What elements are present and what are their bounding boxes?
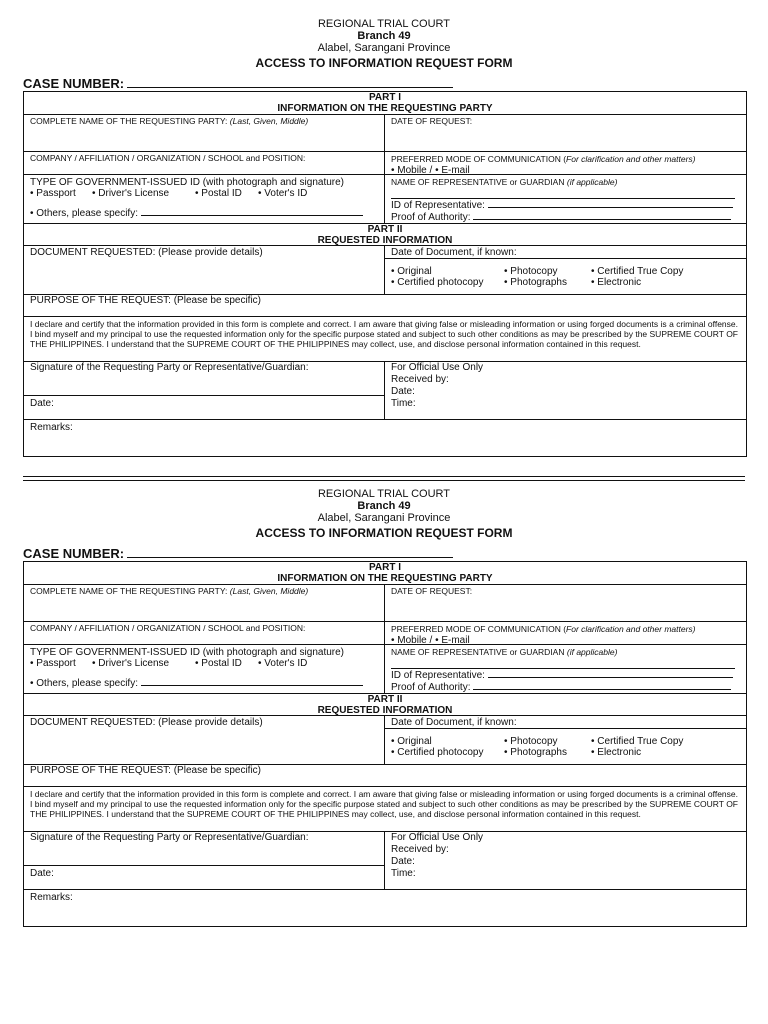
others-label: • Others, please specify: [30, 678, 138, 689]
part2-label: PART II [367, 224, 403, 235]
mode-options[interactable]: • Mobile / • E-mail [391, 635, 470, 646]
company-label: COMPANY / AFFILIATION / ORGANIZATION / SCHOOL and POSITION: [30, 153, 306, 163]
declaration-text: I declare and certify that the information provided in this form is complete and correct. I am aware that giving false or misleading information or using forged documents is a criminal offense. I bind myself and my principal to use the requested information only for the specific purpose stated and subject to such other conditions as may be prescribed by the SUPREME COURT OF THE PHILIPPINES. I understand that the SUPREME COURT OF THE PHILIPPINES may collect, use, and disclose personal information contained in this request. [30, 789, 738, 820]
court-location: Alabel, Sarangani Province [317, 42, 451, 54]
part1-title: INFORMATION ON THE REQUESTING PARTY [277, 573, 493, 584]
id-option-drivers-license[interactable]: • Driver's License [92, 658, 170, 669]
document-requested-label[interactable]: DOCUMENT REQUESTED: (Please provide details) [30, 247, 263, 258]
part1-label: PART I [368, 562, 402, 573]
communication-mode [391, 624, 696, 635]
name-field[interactable] [30, 586, 308, 597]
name-hint: (Last, Given, Middle) [229, 586, 309, 596]
cut-divider [23, 476, 745, 481]
rep-id-field[interactable] [391, 199, 733, 211]
time-label: Time: [391, 398, 416, 409]
company-field[interactable] [30, 623, 305, 634]
date-of-request-label: DATE OF REQUEST: [391, 116, 473, 126]
mode-hint: For clarification and other matters) [566, 624, 696, 634]
doc-type-certified-photocopy[interactable]: • Certified photocopy [391, 277, 484, 288]
others-field[interactable] [30, 207, 363, 219]
doc-type-electronic[interactable]: • Electronic [591, 747, 642, 758]
official-date-label: Date: [391, 856, 415, 867]
proof-of-authority-field[interactable] [391, 681, 731, 693]
doc-type-original[interactable]: • Original [391, 266, 432, 277]
case-number-field[interactable] [127, 77, 453, 88]
doc-type-certified-true-copy[interactable]: • Certified True Copy [591, 266, 684, 277]
representative-field[interactable] [391, 647, 617, 658]
representative-label: NAME OF REPRESENTATIVE or GUARDIAN [391, 647, 565, 657]
proof-label: Proof of Authority: [391, 212, 471, 223]
remarks-label[interactable]: Remarks: [30, 892, 73, 903]
representative-hint: (if applicable) [566, 647, 618, 657]
document-date-label[interactable]: Date of Document, if known: [391, 717, 517, 728]
doc-type-electronic[interactable]: • Electronic [591, 277, 642, 288]
doc-type-photographs[interactable]: • Photographs [504, 277, 567, 288]
case-number-field[interactable] [127, 547, 453, 558]
name-label: COMPLETE NAME OF THE REQUESTING PARTY: [30, 586, 228, 596]
id-option-passport[interactable]: • Passport [30, 188, 76, 199]
request-form [0, 0, 768, 470]
id-option-voters-id[interactable]: • Voter's ID [258, 658, 308, 669]
proof-of-authority-field[interactable] [391, 211, 731, 223]
form-title: ACCESS TO INFORMATION REQUEST FORM [255, 526, 513, 540]
mode-label: PREFERRED MODE OF COMMUNICATION ( [391, 154, 567, 164]
mode-hint: For clarification and other matters) [566, 154, 696, 164]
case-number-label: CASE NUMBER: [23, 76, 125, 91]
official-use-label: For Official Use Only [391, 832, 484, 843]
received-by-label: Received by: [391, 374, 449, 385]
signature-label[interactable]: Signature of the Requesting Party or Representative/Guardian: [30, 362, 309, 373]
name-field[interactable] [30, 116, 308, 127]
date-of-request-field[interactable] [391, 586, 472, 597]
doc-type-original[interactable]: • Original [391, 736, 432, 747]
id-type-label: TYPE OF GOVERNMENT-ISSUED ID (with photograph and signature) [30, 177, 344, 188]
id-option-postal-id[interactable]: • Postal ID [195, 188, 242, 199]
name-hint: (Last, Given, Middle) [229, 116, 309, 126]
others-line [141, 677, 363, 686]
mode-options[interactable]: • Mobile / • E-mail [391, 165, 470, 176]
doc-type-certified-true-copy[interactable]: • Certified True Copy [591, 736, 684, 747]
id-option-drivers-license[interactable]: • Driver's License [92, 188, 170, 199]
case-number-label: CASE NUMBER: [23, 546, 125, 561]
part1-title: INFORMATION ON THE REQUESTING PARTY [277, 103, 493, 114]
others-label: • Others, please specify: [30, 208, 138, 219]
form-table [23, 91, 747, 457]
representative-label: NAME OF REPRESENTATIVE or GUARDIAN [391, 177, 565, 187]
company-field[interactable] [30, 153, 305, 164]
doc-type-certified-photocopy[interactable]: • Certified photocopy [391, 747, 484, 758]
rep-id-label: ID of Representative: [391, 670, 485, 681]
received-by-label: Received by: [391, 844, 449, 855]
court-name: REGIONAL TRIAL COURT [317, 488, 451, 500]
time-label: Time: [391, 868, 416, 879]
proof-label: Proof of Authority: [391, 682, 471, 693]
representative-field[interactable] [391, 177, 617, 188]
official-use-label: For Official Use Only [391, 362, 484, 373]
representative-hint: (if applicable) [566, 177, 618, 187]
company-label: COMPANY / AFFILIATION / ORGANIZATION / SCHOOL and POSITION: [30, 623, 306, 633]
court-location: Alabel, Sarangani Province [317, 512, 451, 524]
part2-title: REQUESTED INFORMATION [317, 235, 453, 246]
document-date-label[interactable]: Date of Document, if known: [391, 247, 517, 258]
remarks-label[interactable]: Remarks: [30, 422, 73, 433]
document-requested-label[interactable]: DOCUMENT REQUESTED: (Please provide details) [30, 717, 263, 728]
id-option-passport[interactable]: • Passport [30, 658, 76, 669]
official-date-label: Date: [391, 386, 415, 397]
signature-date-label[interactable]: Date: [30, 398, 54, 409]
part1-label: PART I [368, 92, 402, 103]
part2-title: REQUESTED INFORMATION [317, 705, 453, 716]
branch-name: Branch 49 [357, 500, 411, 512]
rep-id-field[interactable] [391, 669, 733, 681]
request-form [0, 470, 768, 940]
doc-type-photocopy[interactable]: • Photocopy [504, 266, 558, 277]
form-title: ACCESS TO INFORMATION REQUEST FORM [255, 56, 513, 70]
doc-type-photocopy[interactable]: • Photocopy [504, 736, 558, 747]
declaration-text: I declare and certify that the information provided in this form is complete and correct. I am aware that giving false or misleading information or using forged documents is a criminal offense. I bind myself and my principal to use the requested information only for the specific purpose stated and subject to such other conditions as may be prescribed by the SUPREME COURT OF THE PHILIPPINES. I understand that the SUPREME COURT OF THE PHILIPPINES may collect, use, and disclose personal information contained in this request. [30, 319, 738, 350]
case-number [23, 76, 453, 91]
mode-label: PREFERRED MODE OF COMMUNICATION ( [391, 624, 567, 634]
id-type-label: TYPE OF GOVERNMENT-ISSUED ID (with photograph and signature) [30, 647, 344, 658]
date-of-request-field[interactable] [391, 116, 472, 127]
communication-mode [391, 154, 696, 165]
case-number [23, 546, 453, 561]
court-name: REGIONAL TRIAL COURT [317, 18, 451, 30]
branch-name: Branch 49 [357, 30, 411, 42]
others-field[interactable] [30, 677, 363, 689]
form-table [23, 561, 747, 927]
signature-label[interactable]: Signature of the Requesting Party or Representative/Guardian: [30, 832, 309, 843]
name-label: COMPLETE NAME OF THE REQUESTING PARTY: [30, 116, 228, 126]
date-of-request-label: DATE OF REQUEST: [391, 586, 473, 596]
doc-type-photographs[interactable]: • Photographs [504, 747, 567, 758]
rep-id-label: ID of Representative: [391, 200, 485, 211]
purpose-label[interactable]: PURPOSE OF THE REQUEST: (Please be specific) [30, 295, 261, 306]
id-option-voters-id[interactable]: • Voter's ID [258, 188, 308, 199]
part2-label: PART II [367, 694, 403, 705]
purpose-label[interactable]: PURPOSE OF THE REQUEST: (Please be specific) [30, 765, 261, 776]
signature-date-label[interactable]: Date: [30, 868, 54, 879]
id-option-postal-id[interactable]: • Postal ID [195, 658, 242, 669]
others-line [141, 207, 363, 216]
